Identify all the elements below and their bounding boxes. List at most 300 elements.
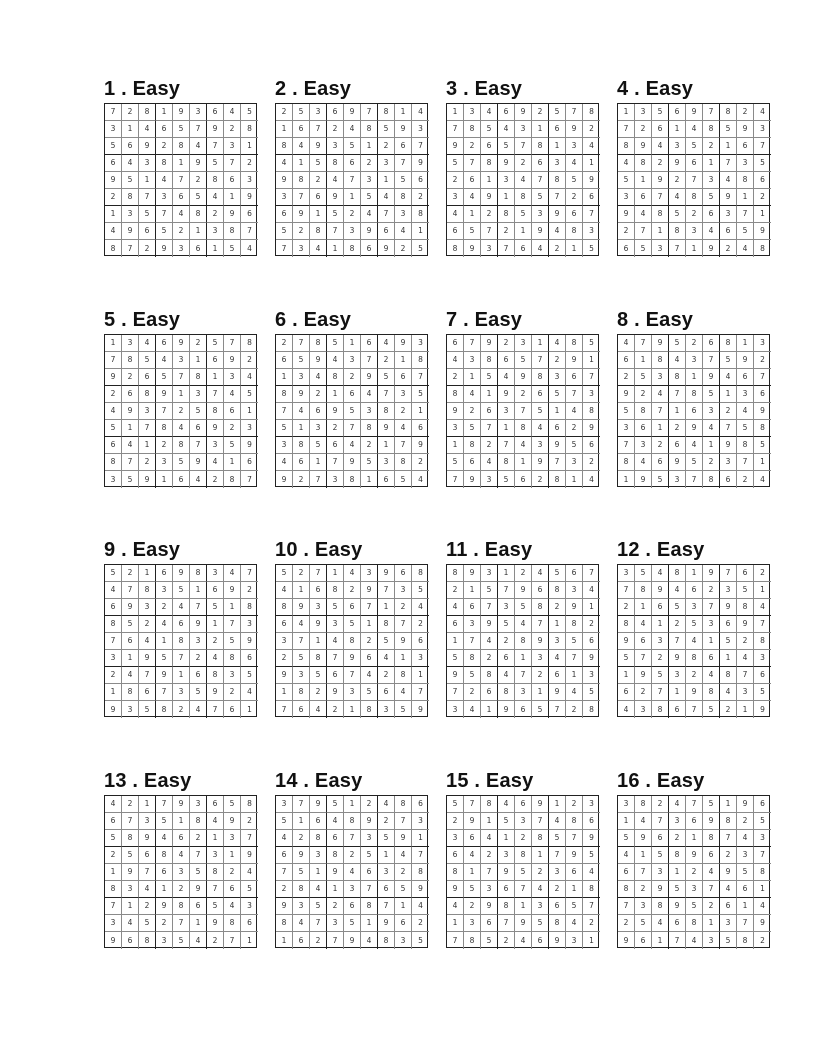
sudoku-cell: 7 bbox=[566, 386, 583, 403]
sudoku-cell: 6 bbox=[395, 138, 412, 155]
sudoku-cell: 9 bbox=[669, 898, 686, 915]
puzzle-title: 12 . Easy bbox=[617, 539, 705, 561]
sudoku-cell: 2 bbox=[618, 915, 635, 932]
sudoku-cell: 6 bbox=[549, 121, 566, 138]
sudoku-cell: 8 bbox=[583, 403, 600, 420]
sudoku-cell: 1 bbox=[276, 932, 293, 949]
sudoku-cell: 5 bbox=[310, 667, 327, 684]
sudoku-cell: 3 bbox=[361, 403, 378, 420]
sudoku-cell: 3 bbox=[361, 830, 378, 847]
sudoku-cell: 9 bbox=[344, 104, 361, 121]
sudoku-cell: 5 bbox=[481, 121, 498, 138]
sudoku-cell: 3 bbox=[378, 701, 395, 718]
sudoku-cell: 1 bbox=[293, 155, 310, 172]
sudoku-cell: 6 bbox=[652, 830, 669, 847]
sudoku-cell: 4 bbox=[754, 599, 771, 616]
sudoku-cell: 6 bbox=[635, 189, 652, 206]
sudoku-cell: 9 bbox=[241, 437, 258, 454]
sudoku-cell: 7 bbox=[276, 864, 293, 881]
sudoku-cell: 5 bbox=[720, 932, 737, 949]
sudoku-cell: 7 bbox=[395, 813, 412, 830]
sudoku-cell: 2 bbox=[361, 437, 378, 454]
sudoku-cell: 3 bbox=[618, 420, 635, 437]
sudoku-cell: 5 bbox=[412, 582, 429, 599]
sudoku-cell: 5 bbox=[618, 172, 635, 189]
sudoku-cell: 5 bbox=[344, 915, 361, 932]
sudoku-cell: 1 bbox=[686, 565, 703, 582]
sudoku-cell: 5 bbox=[566, 437, 583, 454]
sudoku-cell: 9 bbox=[498, 701, 515, 718]
sudoku-cell: 6 bbox=[173, 830, 190, 847]
sudoku-cell: 1 bbox=[105, 335, 122, 352]
sudoku-cell: 1 bbox=[190, 915, 207, 932]
sudoku-cell: 9 bbox=[224, 206, 241, 223]
sudoku-cell: 3 bbox=[105, 471, 122, 488]
sudoku-cell: 7 bbox=[618, 437, 635, 454]
sudoku-cell: 4 bbox=[395, 420, 412, 437]
sudoku-grid bbox=[446, 103, 599, 256]
sudoku-cell: 2 bbox=[224, 864, 241, 881]
sudoku-cell: 8 bbox=[241, 796, 258, 813]
sudoku-cell: 1 bbox=[395, 104, 412, 121]
sudoku-cell: 9 bbox=[515, 915, 532, 932]
sudoku-cell: 8 bbox=[224, 650, 241, 667]
sudoku-cell: 7 bbox=[241, 565, 258, 582]
sudoku-cell: 9 bbox=[310, 138, 327, 155]
sudoku-cell: 4 bbox=[156, 830, 173, 847]
sudoku-cell: 9 bbox=[207, 420, 224, 437]
sudoku-cell: 5 bbox=[635, 369, 652, 386]
sudoku-cell: 3 bbox=[447, 420, 464, 437]
sudoku-cell: 4 bbox=[686, 932, 703, 949]
sudoku-cell: 5 bbox=[276, 565, 293, 582]
sudoku-cell: 4 bbox=[241, 369, 258, 386]
sudoku-cell: 7 bbox=[156, 403, 173, 420]
sudoku-cell: 1 bbox=[652, 223, 669, 240]
sudoku-cell: 2 bbox=[583, 454, 600, 471]
sudoku-cell: 8 bbox=[361, 121, 378, 138]
sudoku-cell: 8 bbox=[566, 616, 583, 633]
sudoku-cell: 1 bbox=[378, 599, 395, 616]
sudoku-cell: 9 bbox=[532, 223, 549, 240]
sudoku-cell: 9 bbox=[156, 386, 173, 403]
sudoku-cell: 9 bbox=[241, 633, 258, 650]
sudoku-cell: 3 bbox=[395, 932, 412, 949]
sudoku-cell: 2 bbox=[361, 633, 378, 650]
sudoku-cell: 5 bbox=[327, 335, 344, 352]
sudoku-cell: 1 bbox=[549, 616, 566, 633]
sudoku-cell: 1 bbox=[412, 667, 429, 684]
sudoku-cell: 4 bbox=[498, 121, 515, 138]
sudoku-cell: 8 bbox=[498, 454, 515, 471]
sudoku-cell: 8 bbox=[293, 881, 310, 898]
sudoku-cell: 8 bbox=[105, 881, 122, 898]
sudoku-cell: 6 bbox=[583, 437, 600, 454]
sudoku-cell: 9 bbox=[412, 437, 429, 454]
sudoku-cell: 9 bbox=[720, 599, 737, 616]
sudoku-cell: 2 bbox=[207, 633, 224, 650]
sudoku-cell: 4 bbox=[618, 847, 635, 864]
sudoku-cell: 6 bbox=[532, 932, 549, 949]
sudoku-cell: 9 bbox=[583, 420, 600, 437]
sudoku-cell: 9 bbox=[652, 881, 669, 898]
sudoku-cell: 7 bbox=[583, 565, 600, 582]
sudoku-cell: 1 bbox=[378, 847, 395, 864]
sudoku-cell: 2 bbox=[293, 830, 310, 847]
sudoku-cell: 1 bbox=[669, 864, 686, 881]
sudoku-cell: 4 bbox=[293, 403, 310, 420]
sudoku-cell: 7 bbox=[293, 633, 310, 650]
sudoku-cell: 6 bbox=[412, 420, 429, 437]
sudoku-cell: 8 bbox=[589, 704, 594, 714]
sudoku-cell: 8 bbox=[669, 369, 686, 386]
sudoku-cell: 2 bbox=[412, 454, 429, 471]
sudoku-cell: 8 bbox=[635, 403, 652, 420]
sudoku-cell: 8 bbox=[173, 437, 190, 454]
sudoku-cell: 5 bbox=[720, 633, 737, 650]
sudoku-cell: 7 bbox=[122, 454, 139, 471]
sudoku-cell: 1 bbox=[293, 582, 310, 599]
sudoku-cell: 1 bbox=[481, 701, 498, 718]
sudoku-cell: 3 bbox=[327, 138, 344, 155]
sudoku-cell: 9 bbox=[669, 650, 686, 667]
sudoku-cell: 8 bbox=[760, 243, 765, 253]
sudoku-cell: 4 bbox=[395, 684, 412, 701]
sudoku-cell: 4 bbox=[361, 386, 378, 403]
sudoku-cell: 6 bbox=[207, 582, 224, 599]
sudoku-cell: 1 bbox=[344, 701, 361, 718]
puzzle-title: 6 . Easy bbox=[275, 309, 352, 331]
sudoku-cell: 5 bbox=[276, 813, 293, 830]
sudoku-cell: 6 bbox=[703, 847, 720, 864]
sudoku-cell: 1 bbox=[173, 155, 190, 172]
sudoku-cell: 7 bbox=[122, 582, 139, 599]
sudoku-cell: 8 bbox=[481, 667, 498, 684]
sudoku-cell: 8 bbox=[635, 582, 652, 599]
sudoku-cell: 9 bbox=[737, 796, 754, 813]
sudoku-cell: 3 bbox=[412, 335, 429, 352]
sudoku-cell: 6 bbox=[344, 599, 361, 616]
sudoku-cell: 1 bbox=[686, 240, 703, 257]
sudoku-cell: 2 bbox=[583, 915, 600, 932]
sudoku-cell: 5 bbox=[703, 701, 720, 718]
sudoku-cell: 6 bbox=[566, 864, 583, 881]
sudoku-cell: 8 bbox=[669, 565, 686, 582]
sudoku-cell: 6 bbox=[224, 403, 241, 420]
sudoku-cell: 8 bbox=[412, 565, 429, 582]
sudoku-puzzle-3 bbox=[446, 78, 606, 253]
sudoku-cell: 1 bbox=[310, 864, 327, 881]
sudoku-cell: 4 bbox=[464, 386, 481, 403]
sudoku-cell: 2 bbox=[207, 471, 224, 488]
sudoku-cell: 7 bbox=[173, 172, 190, 189]
sudoku-cell: 1 bbox=[361, 915, 378, 932]
sudoku-cell: 5 bbox=[498, 138, 515, 155]
sudoku-cell: 1 bbox=[344, 796, 361, 813]
sudoku-cell: 9 bbox=[532, 633, 549, 650]
sudoku-cell: 2 bbox=[139, 616, 156, 633]
sudoku-cell: 4 bbox=[652, 915, 669, 932]
sudoku-cell: 5 bbox=[418, 935, 423, 945]
sudoku-cell: 4 bbox=[105, 582, 122, 599]
sudoku-cell: 3 bbox=[583, 386, 600, 403]
sudoku-cell: 2 bbox=[686, 335, 703, 352]
sudoku-cell: 1 bbox=[703, 155, 720, 172]
sudoku-cell: 6 bbox=[754, 796, 771, 813]
sudoku-cell: 4 bbox=[224, 386, 241, 403]
sudoku-cell: 5 bbox=[395, 172, 412, 189]
sudoku-cell: 5 bbox=[686, 898, 703, 915]
sudoku-cell: 6 bbox=[481, 915, 498, 932]
sudoku-cell: 4 bbox=[139, 633, 156, 650]
sudoku-cell: 4 bbox=[247, 243, 252, 253]
sudoku-grid bbox=[275, 103, 428, 256]
sudoku-cell: 8 bbox=[549, 471, 566, 488]
sudoku-cell: 6 bbox=[224, 701, 241, 718]
sudoku-cell: 4 bbox=[532, 565, 549, 582]
sudoku-cell: 2 bbox=[412, 616, 429, 633]
sudoku-cell: 8 bbox=[532, 138, 549, 155]
sudoku-cell: 2 bbox=[635, 881, 652, 898]
sudoku-cell: 2 bbox=[532, 667, 549, 684]
sudoku-cell: 9 bbox=[464, 471, 481, 488]
sudoku-cell: 1 bbox=[173, 813, 190, 830]
sudoku-grid bbox=[446, 564, 599, 717]
sudoku-cell: 6 bbox=[224, 881, 241, 898]
sudoku-cell: 8 bbox=[327, 847, 344, 864]
sudoku-cell: 1 bbox=[122, 898, 139, 915]
sudoku-cell: 3 bbox=[498, 172, 515, 189]
sudoku-cell: 7 bbox=[532, 813, 549, 830]
sudoku-cell: 3 bbox=[293, 369, 310, 386]
sudoku-cell: 9 bbox=[669, 155, 686, 172]
sudoku-cell: 4 bbox=[344, 864, 361, 881]
sudoku-cell: 1 bbox=[190, 582, 207, 599]
sudoku-cell: 5 bbox=[395, 471, 412, 488]
sudoku-cell: 4 bbox=[669, 796, 686, 813]
sudoku-cell: 2 bbox=[122, 565, 139, 582]
sudoku-cell: 7 bbox=[224, 335, 241, 352]
sudoku-cell: 9 bbox=[412, 155, 429, 172]
sudoku-cell: 8 bbox=[618, 616, 635, 633]
sudoku-cell: 3 bbox=[122, 881, 139, 898]
sudoku-cell: 6 bbox=[156, 121, 173, 138]
sudoku-cell: 4 bbox=[156, 352, 173, 369]
sudoku-cell: 4 bbox=[105, 796, 122, 813]
sudoku-cell: 9 bbox=[549, 932, 566, 949]
sudoku-cell: 5 bbox=[618, 403, 635, 420]
sudoku-cell: 5 bbox=[361, 847, 378, 864]
puzzle-title: 13 . Easy bbox=[104, 770, 192, 792]
sudoku-cell: 2 bbox=[515, 386, 532, 403]
sudoku-grid bbox=[617, 103, 770, 256]
sudoku-cell: 4 bbox=[361, 932, 378, 949]
sudoku-cell: 5 bbox=[703, 189, 720, 206]
sudoku-cell: 6 bbox=[447, 335, 464, 352]
sudoku-cell: 8 bbox=[207, 403, 224, 420]
sudoku-cell: 8 bbox=[327, 155, 344, 172]
sudoku-cell: 6 bbox=[241, 915, 258, 932]
sudoku-cell: 4 bbox=[498, 369, 515, 386]
sudoku-cell: 2 bbox=[378, 813, 395, 830]
sudoku-cell: 3 bbox=[293, 667, 310, 684]
sudoku-cell: 8 bbox=[737, 172, 754, 189]
sudoku-cell: 7 bbox=[327, 223, 344, 240]
sudoku-cell: 1 bbox=[173, 667, 190, 684]
sudoku-cell: 3 bbox=[156, 454, 173, 471]
sudoku-cell: 2 bbox=[190, 650, 207, 667]
sudoku-cell: 2 bbox=[686, 206, 703, 223]
sudoku-cell: 1 bbox=[583, 155, 600, 172]
sudoku-cell: 6 bbox=[635, 420, 652, 437]
sudoku-cell: 3 bbox=[583, 223, 600, 240]
sudoku-cell: 7 bbox=[122, 240, 139, 257]
sudoku-cell: 1 bbox=[378, 172, 395, 189]
sudoku-cell: 5 bbox=[327, 206, 344, 223]
sudoku-cell: 1 bbox=[549, 403, 566, 420]
sudoku-cell: 7 bbox=[293, 335, 310, 352]
sudoku-cell: 1 bbox=[464, 864, 481, 881]
sudoku-cell: 7 bbox=[447, 121, 464, 138]
sudoku-cell: 4 bbox=[686, 633, 703, 650]
sudoku-cell: 9 bbox=[378, 240, 395, 257]
sudoku-cell: 3 bbox=[224, 138, 241, 155]
sudoku-cell: 9 bbox=[549, 684, 566, 701]
sudoku-cell: 1 bbox=[652, 932, 669, 949]
sudoku-cell: 6 bbox=[310, 813, 327, 830]
sudoku-grid bbox=[104, 795, 257, 948]
sudoku-cell: 3 bbox=[464, 104, 481, 121]
sudoku-cell: 2 bbox=[156, 437, 173, 454]
sudoku-cell: 8 bbox=[652, 898, 669, 915]
sudoku-cell: 9 bbox=[720, 437, 737, 454]
sudoku-cell: 5 bbox=[737, 223, 754, 240]
sudoku-cell: 5 bbox=[327, 796, 344, 813]
sudoku-cell: 3 bbox=[515, 684, 532, 701]
sudoku-cell: 3 bbox=[566, 454, 583, 471]
sudoku-cell: 4 bbox=[720, 172, 737, 189]
sudoku-cell: 2 bbox=[498, 223, 515, 240]
sudoku-cell: 2 bbox=[395, 599, 412, 616]
sudoku-cell: 4 bbox=[618, 701, 635, 718]
sudoku-cell: 2 bbox=[464, 898, 481, 915]
sudoku-puzzle-12 bbox=[617, 539, 777, 714]
sudoku-cell: 2 bbox=[703, 138, 720, 155]
sudoku-cell: 2 bbox=[310, 932, 327, 949]
sudoku-cell: 6 bbox=[378, 684, 395, 701]
sudoku-cell: 9 bbox=[686, 684, 703, 701]
sudoku-cell: 3 bbox=[566, 138, 583, 155]
sudoku-cell: 1 bbox=[720, 138, 737, 155]
sudoku-cell: 8 bbox=[703, 830, 720, 847]
sudoku-cell: 2 bbox=[241, 155, 258, 172]
sudoku-cell: 9 bbox=[327, 403, 344, 420]
sudoku-cell: 7 bbox=[464, 335, 481, 352]
sudoku-cell: 6 bbox=[156, 335, 173, 352]
sudoku-cell: 8 bbox=[122, 684, 139, 701]
sudoku-cell: 6 bbox=[344, 898, 361, 915]
sudoku-cell: 8 bbox=[173, 138, 190, 155]
sudoku-cell: 4 bbox=[566, 915, 583, 932]
sudoku-cell: 6 bbox=[618, 352, 635, 369]
sudoku-cell: 2 bbox=[754, 352, 771, 369]
sudoku-cell: 8 bbox=[361, 701, 378, 718]
sudoku-cell: 3 bbox=[515, 813, 532, 830]
sudoku-cell: 2 bbox=[361, 155, 378, 172]
sudoku-cell: 9 bbox=[327, 189, 344, 206]
sudoku-cell: 7 bbox=[247, 474, 252, 484]
sudoku-cell: 7 bbox=[498, 582, 515, 599]
sudoku-cell: 4 bbox=[173, 599, 190, 616]
sudoku-cell: 9 bbox=[583, 830, 600, 847]
sudoku-cell: 9 bbox=[481, 616, 498, 633]
sudoku-cell: 2 bbox=[669, 172, 686, 189]
sudoku-cell: 4 bbox=[173, 420, 190, 437]
sudoku-cell: 7 bbox=[447, 471, 464, 488]
sudoku-cell: 2 bbox=[156, 138, 173, 155]
sudoku-cell: 6 bbox=[105, 599, 122, 616]
sudoku-cell: 7 bbox=[635, 864, 652, 881]
sudoku-cell: 3 bbox=[173, 864, 190, 881]
sudoku-cell: 4 bbox=[549, 223, 566, 240]
puzzle-title: 5 . Easy bbox=[104, 309, 181, 331]
sudoku-cell: 4 bbox=[532, 420, 549, 437]
sudoku-cell: 4 bbox=[737, 830, 754, 847]
sudoku-cell: 7 bbox=[241, 830, 258, 847]
sudoku-cell: 7 bbox=[241, 223, 258, 240]
sudoku-cell: 9 bbox=[327, 864, 344, 881]
sudoku-cell: 6 bbox=[293, 454, 310, 471]
sudoku-cell: 5 bbox=[412, 386, 429, 403]
sudoku-cell: 8 bbox=[139, 582, 156, 599]
sudoku-cell: 7 bbox=[754, 138, 771, 155]
sudoku-cell: 9 bbox=[224, 352, 241, 369]
sudoku-cell: 4 bbox=[122, 155, 139, 172]
sudoku-cell: 9 bbox=[378, 565, 395, 582]
sudoku-cell: 7 bbox=[532, 172, 549, 189]
sudoku-cell: 2 bbox=[532, 471, 549, 488]
sudoku-puzzle-5 bbox=[104, 309, 264, 484]
puzzle-title: 2 . Easy bbox=[275, 78, 352, 100]
sudoku-cell: 9 bbox=[276, 172, 293, 189]
sudoku-cell: 6 bbox=[498, 104, 515, 121]
sudoku-puzzle-1 bbox=[104, 78, 264, 253]
sudoku-cell: 5 bbox=[293, 104, 310, 121]
sudoku-cell: 8 bbox=[224, 223, 241, 240]
sudoku-cell: 3 bbox=[327, 471, 344, 488]
sudoku-cell: 7 bbox=[207, 386, 224, 403]
sudoku-cell: 8 bbox=[703, 121, 720, 138]
sudoku-cell: 8 bbox=[344, 471, 361, 488]
sudoku-cell: 7 bbox=[635, 650, 652, 667]
sudoku-cell: 5 bbox=[583, 684, 600, 701]
sudoku-cell: 9 bbox=[344, 650, 361, 667]
sudoku-cell: 7 bbox=[481, 420, 498, 437]
sudoku-cell: 6 bbox=[293, 701, 310, 718]
sudoku-cell: 5 bbox=[395, 701, 412, 718]
sudoku-cell: 7 bbox=[754, 847, 771, 864]
sudoku-cell: 5 bbox=[652, 104, 669, 121]
sudoku-cell: 6 bbox=[156, 864, 173, 881]
sudoku-cell: 6 bbox=[754, 386, 771, 403]
sudoku-cell: 1 bbox=[105, 684, 122, 701]
sudoku-cell: 4 bbox=[464, 701, 481, 718]
sudoku-cell: 6 bbox=[652, 599, 669, 616]
sudoku-cell: 2 bbox=[720, 403, 737, 420]
sudoku-cell: 3 bbox=[139, 813, 156, 830]
sudoku-cell: 7 bbox=[754, 616, 771, 633]
sudoku-cell: 2 bbox=[344, 582, 361, 599]
